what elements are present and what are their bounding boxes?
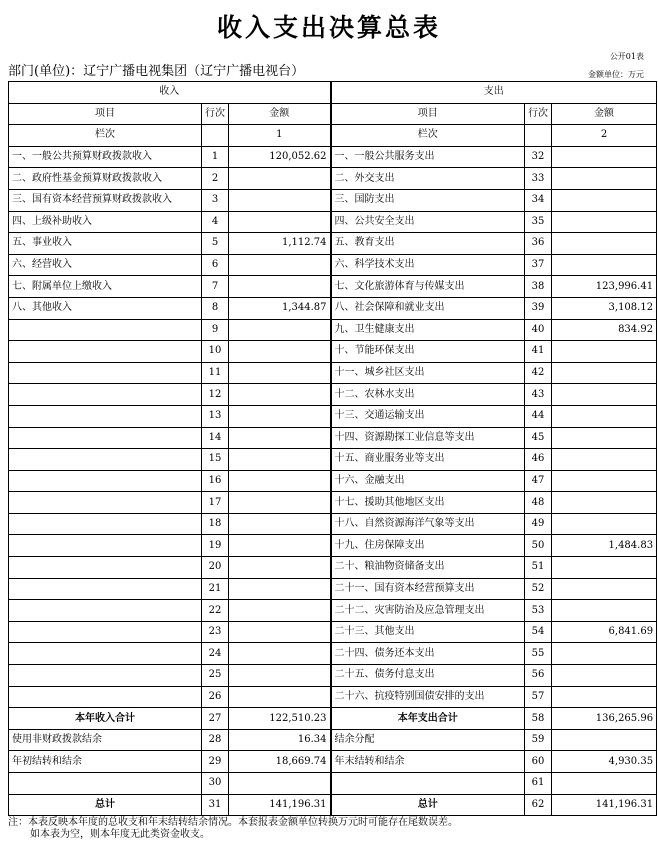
expense-item-cell <box>331 773 525 795</box>
expense-amount-cell <box>552 643 657 665</box>
expense-item-cell: 二十、粮油物资储备支出 <box>331 557 525 579</box>
table-row <box>9 297 657 319</box>
table-row <box>9 319 657 341</box>
expense-line-cell: 37 <box>525 254 552 276</box>
expense-item-cell: 总计 <box>331 794 525 816</box>
footnote-line-2: 如本表为空，则本年度无此类资金收支。 <box>30 829 210 840</box>
table-row <box>9 427 657 449</box>
income-amount-cell <box>229 427 331 449</box>
income-item-cell <box>9 513 202 535</box>
expense-line-cell: 61 <box>525 773 552 795</box>
income-amount-cell <box>229 276 331 298</box>
income-amount-cell <box>229 557 331 579</box>
table-row <box>9 643 657 665</box>
income-line-cell: 7 <box>202 276 229 298</box>
expense-line-cell: 34 <box>525 189 552 211</box>
income-amount-cell <box>229 254 331 276</box>
income-amount-cell <box>229 535 331 557</box>
table-row <box>9 233 657 255</box>
table-row <box>9 146 657 168</box>
expense-line-cell: 41 <box>525 341 552 363</box>
section-header-row <box>9 82 657 104</box>
expense-line-cell: 36 <box>525 233 552 255</box>
expense-amount-cell <box>552 729 657 751</box>
expense-amount-cell <box>552 470 657 492</box>
income-item-cell <box>9 470 202 492</box>
table-row <box>9 168 657 190</box>
expense-item-cell: 结余分配 <box>331 729 525 751</box>
expense-amount-cell <box>552 362 657 384</box>
income-line-cell: 19 <box>202 535 229 557</box>
table-row <box>9 686 657 708</box>
expense-amount-cell <box>552 233 657 255</box>
income-amount-cell <box>229 773 331 795</box>
expense-line-cell: 47 <box>525 470 552 492</box>
expense-col-label: 栏次 <box>331 125 525 147</box>
expense-amount-cell: 3,108.12 <box>552 297 657 319</box>
expense-item-cell: 十、节能环保支出 <box>331 341 525 363</box>
income-amount-cell <box>229 513 331 535</box>
income-line-cell: 10 <box>202 341 229 363</box>
expense-line-cell: 52 <box>525 578 552 600</box>
expense-amount-cell <box>552 146 657 168</box>
income-item-cell <box>9 427 202 449</box>
income-item-cell: 本年收入合计 <box>9 708 202 730</box>
income-item-cell: 使用非财政拨款结余 <box>9 729 202 751</box>
expense-item-cell: 三、国防支出 <box>331 189 525 211</box>
expense-item-cell: 二十二、灾害防治及应急管理支出 <box>331 600 525 622</box>
income-line-header: 行次 <box>202 103 229 125</box>
table-row <box>9 384 657 406</box>
income-amount-cell: 122,510.23 <box>229 708 331 730</box>
income-amount-cell: 1,112.74 <box>229 233 331 255</box>
income-item-cell <box>9 319 202 341</box>
form-code: 公开01表 <box>609 52 644 61</box>
expense-item-cell: 十八、自然资源海洋气象等支出 <box>331 513 525 535</box>
expense-section-header: 支出 <box>331 82 657 104</box>
expense-amount-cell <box>552 600 657 622</box>
column-header-row <box>9 103 657 125</box>
expense-line-cell: 45 <box>525 427 552 449</box>
expense-amount-cell <box>552 513 657 535</box>
expense-amount-cell <box>552 686 657 708</box>
income-item-cell <box>9 362 202 384</box>
income-item-cell: 总计 <box>9 794 202 816</box>
amount-unit: 金额单位：万元 <box>588 70 644 79</box>
table-row <box>9 189 657 211</box>
income-col-blank <box>202 125 229 147</box>
expense-line-cell: 38 <box>525 276 552 298</box>
expense-item-cell: 本年支出合计 <box>331 708 525 730</box>
expense-item-cell: 七、文化旅游体育与传媒支出 <box>331 276 525 298</box>
income-item-cell <box>9 665 202 687</box>
income-item-cell <box>9 643 202 665</box>
expense-amount-cell <box>552 557 657 579</box>
income-item-cell: 三、国有资本经营预算财政拨款收入 <box>9 189 202 211</box>
expense-item-cell: 年末结转和结余 <box>331 751 525 773</box>
footnote-line-1: 注：本表反映本年度的总收支和年末结转结余情况。本套报表金额单位转换万元时可能存在尾数误差。 <box>8 817 458 828</box>
income-line-cell: 30 <box>202 773 229 795</box>
expense-line-cell: 33 <box>525 168 552 190</box>
income-item-cell: 二、政府性基金预算财政拨款收入 <box>9 168 202 190</box>
expense-amount-cell: 141,196.31 <box>552 794 657 816</box>
income-line-cell: 13 <box>202 405 229 427</box>
expense-line-cell: 43 <box>525 384 552 406</box>
expense-amount-cell <box>552 427 657 449</box>
expense-item-cell: 八、社会保障和就业支出 <box>331 297 525 319</box>
expense-amount-cell <box>552 168 657 190</box>
table-row <box>9 362 657 384</box>
income-item-cell <box>9 621 202 643</box>
income-item-cell: 七、附属单位上缴收入 <box>9 276 202 298</box>
income-item-cell: 八、其他收入 <box>9 297 202 319</box>
table-row <box>9 600 657 622</box>
expense-line-header: 行次 <box>525 103 552 125</box>
income-item-cell <box>9 405 202 427</box>
expense-line-cell: 50 <box>525 535 552 557</box>
table-row <box>9 578 657 600</box>
income-amount-cell <box>229 621 331 643</box>
expense-line-cell: 53 <box>525 600 552 622</box>
income-amount-cell: 18,669.74 <box>229 751 331 773</box>
income-line-cell: 6 <box>202 254 229 276</box>
income-amount-cell <box>229 341 331 363</box>
expense-line-cell: 40 <box>525 319 552 341</box>
table-row <box>9 535 657 557</box>
expense-line-cell: 62 <box>525 794 552 816</box>
expense-line-cell: 59 <box>525 729 552 751</box>
expense-amount-cell: 6,841.69 <box>552 621 657 643</box>
income-item-cell <box>9 773 202 795</box>
income-amount-cell <box>229 362 331 384</box>
income-amount-cell <box>229 449 331 471</box>
expense-item-cell: 十六、金融支出 <box>331 470 525 492</box>
expense-line-cell: 44 <box>525 405 552 427</box>
table-row <box>9 405 657 427</box>
expense-amount-cell <box>552 578 657 600</box>
income-amount-cell: 120,052.62 <box>229 146 331 168</box>
expense-item-cell: 十七、援助其他地区支出 <box>331 492 525 514</box>
income-item-cell: 四、上级补助收入 <box>9 211 202 233</box>
expense-line-cell: 58 <box>525 708 552 730</box>
income-amount-cell: 16.34 <box>229 729 331 751</box>
expense-amount-cell: 123,996.41 <box>552 276 657 298</box>
table-row <box>9 470 657 492</box>
expense-line-cell: 42 <box>525 362 552 384</box>
income-line-cell: 15 <box>202 449 229 471</box>
expense-amount-cell <box>552 254 657 276</box>
expense-item-cell: 二十四、债务还本支出 <box>331 643 525 665</box>
income-line-cell: 3 <box>202 189 229 211</box>
expense-amount-cell: 1,484.83 <box>552 535 657 557</box>
expense-line-cell: 55 <box>525 643 552 665</box>
table-row <box>9 449 657 471</box>
table-row <box>9 665 657 687</box>
income-col-label: 栏次 <box>9 125 202 147</box>
expense-amount-cell: 136,265.96 <box>552 708 657 730</box>
income-line-cell: 17 <box>202 492 229 514</box>
income-line-cell: 16 <box>202 470 229 492</box>
expense-line-cell: 51 <box>525 557 552 579</box>
income-line-cell: 1 <box>202 146 229 168</box>
footnote <box>8 817 458 841</box>
income-amount-cell: 1,344.87 <box>229 297 331 319</box>
income-item-cell: 一、一般公共预算财政拨款收入 <box>9 146 202 168</box>
income-amount-cell <box>229 319 331 341</box>
income-line-cell: 4 <box>202 211 229 233</box>
income-item-cell: 五、事业收入 <box>9 233 202 255</box>
expense-line-cell: 57 <box>525 686 552 708</box>
expense-amount-cell <box>552 189 657 211</box>
income-line-cell: 29 <box>202 751 229 773</box>
income-amount-cell: 141,196.31 <box>229 794 331 816</box>
expense-item-cell: 二、外交支出 <box>331 168 525 190</box>
income-item-cell <box>9 449 202 471</box>
income-amount-header: 金额 <box>229 103 331 125</box>
income-line-cell: 28 <box>202 729 229 751</box>
expense-line-cell: 54 <box>525 621 552 643</box>
expense-line-cell: 49 <box>525 513 552 535</box>
income-amount-cell <box>229 492 331 514</box>
expense-amount-cell <box>552 665 657 687</box>
expense-item-cell: 二十五、债务付息支出 <box>331 665 525 687</box>
expense-amount-cell <box>552 211 657 233</box>
expense-item-cell: 十五、商业服务业等支出 <box>331 449 525 471</box>
expense-line-cell: 48 <box>525 492 552 514</box>
income-line-cell: 2 <box>202 168 229 190</box>
income-amount-cell <box>229 686 331 708</box>
income-col-number: 1 <box>229 125 331 147</box>
expense-line-cell: 46 <box>525 449 552 471</box>
income-line-cell: 18 <box>202 513 229 535</box>
income-line-cell: 8 <box>202 297 229 319</box>
expense-item-cell: 十三、交通运输支出 <box>331 405 525 427</box>
income-section-header: 收入 <box>9 82 331 104</box>
expense-item-cell: 九、卫生健康支出 <box>331 319 525 341</box>
expense-item-cell: 六、科学技术支出 <box>331 254 525 276</box>
income-line-cell: 23 <box>202 621 229 643</box>
table-row <box>9 341 657 363</box>
income-amount-cell <box>229 405 331 427</box>
expense-col-blank <box>525 125 552 147</box>
income-line-cell: 31 <box>202 794 229 816</box>
table-row <box>9 773 657 795</box>
table-row <box>9 751 657 773</box>
expense-item-cell: 一、一般公共服务支出 <box>331 146 525 168</box>
report-title: 收入支出决算总表 <box>216 13 441 42</box>
expense-item-cell: 二十三、其他支出 <box>331 621 525 643</box>
income-amount-cell <box>229 578 331 600</box>
income-amount-cell <box>229 643 331 665</box>
income-item-cell: 六、经营收入 <box>9 254 202 276</box>
income-line-cell: 25 <box>202 665 229 687</box>
table-row <box>9 254 657 276</box>
income-expense-table <box>8 81 657 816</box>
expense-item-cell: 十一、城乡社区支出 <box>331 362 525 384</box>
income-amount-cell <box>229 211 331 233</box>
expense-item-cell: 五、教育支出 <box>331 233 525 255</box>
expense-line-cell: 56 <box>525 665 552 687</box>
income-line-cell: 9 <box>202 319 229 341</box>
income-line-cell: 5 <box>202 233 229 255</box>
income-line-cell: 22 <box>202 600 229 622</box>
expense-item-header: 项目 <box>331 103 525 125</box>
income-amount-cell <box>229 600 331 622</box>
income-item-cell: 年初结转和结余 <box>9 751 202 773</box>
income-item-cell <box>9 557 202 579</box>
table-row <box>9 794 657 816</box>
income-item-cell <box>9 578 202 600</box>
expense-amount-cell: 4,930.35 <box>552 751 657 773</box>
income-amount-cell <box>229 189 331 211</box>
expense-amount-cell <box>552 405 657 427</box>
income-line-cell: 11 <box>202 362 229 384</box>
expense-item-cell: 二十六、抗疫特别国债安排的支出 <box>331 686 525 708</box>
table-row <box>9 492 657 514</box>
expense-item-cell: 十四、资源勘探工业信息等支出 <box>331 427 525 449</box>
table-row <box>9 729 657 751</box>
department-label: 部门(单位)：辽宁广播电视集团（辽宁广播电视台） <box>8 64 305 79</box>
income-line-cell: 21 <box>202 578 229 600</box>
expense-amount-cell <box>552 492 657 514</box>
income-item-cell <box>9 384 202 406</box>
table-row <box>9 621 657 643</box>
income-amount-cell <box>229 384 331 406</box>
expense-amount-cell: 834.92 <box>552 319 657 341</box>
table-row <box>9 708 657 730</box>
income-item-cell <box>9 686 202 708</box>
income-item-header: 项目 <box>9 103 202 125</box>
income-line-cell: 14 <box>202 427 229 449</box>
income-item-cell <box>9 341 202 363</box>
expense-amount-cell <box>552 384 657 406</box>
expense-item-cell: 二十一、国有资本经营预算支出 <box>331 578 525 600</box>
expense-item-cell: 十九、住房保障支出 <box>331 535 525 557</box>
table-row <box>9 557 657 579</box>
table-row <box>9 211 657 233</box>
income-line-cell: 12 <box>202 384 229 406</box>
expense-amount-cell <box>552 341 657 363</box>
income-item-cell <box>9 600 202 622</box>
expense-col-number: 2 <box>552 125 657 147</box>
expense-line-cell: 60 <box>525 751 552 773</box>
income-item-cell <box>9 492 202 514</box>
column-index-row <box>9 125 657 147</box>
income-amount-cell <box>229 470 331 492</box>
expense-amount-cell <box>552 449 657 471</box>
table-row <box>9 513 657 535</box>
income-line-cell: 20 <box>202 557 229 579</box>
income-line-cell: 27 <box>202 708 229 730</box>
expense-amount-header: 金额 <box>552 103 657 125</box>
table-row <box>9 276 657 298</box>
expense-amount-cell <box>552 773 657 795</box>
income-line-cell: 24 <box>202 643 229 665</box>
expense-line-cell: 39 <box>525 297 552 319</box>
income-amount-cell <box>229 665 331 687</box>
income-line-cell: 26 <box>202 686 229 708</box>
expense-item-cell: 四、公共安全支出 <box>331 211 525 233</box>
income-amount-cell <box>229 168 331 190</box>
expense-line-cell: 35 <box>525 211 552 233</box>
income-item-cell <box>9 535 202 557</box>
expense-item-cell: 十二、农林水支出 <box>331 384 525 406</box>
expense-line-cell: 32 <box>525 146 552 168</box>
